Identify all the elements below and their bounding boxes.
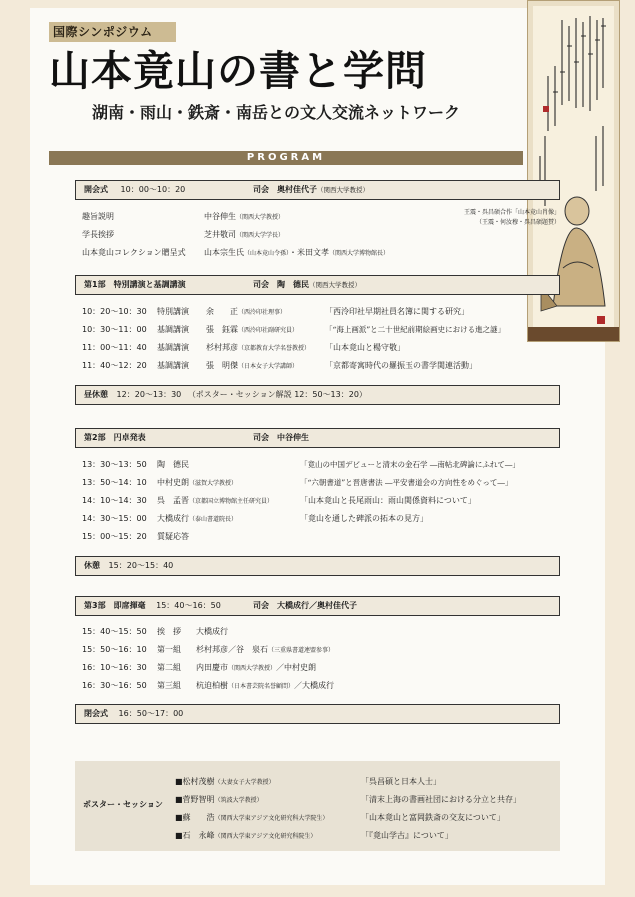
- part2-mc-name: 中谷伸生: [277, 433, 309, 442]
- part3-label: 第3部 即席揮毫: [84, 601, 146, 610]
- list-item: 山本竟山コレクション贈呈式 山本宗生氏（山本竟山令孫）・米田文孝（関西大学博物館長）: [82, 248, 390, 257]
- part3-time: 15：40〜16：50: [156, 601, 221, 610]
- table-row: 10：20〜10：30 特別講演 余 正（西泠印社理事） 「西泠印社早期社員名簿に関する研究」: [82, 307, 469, 316]
- list-item: 趣旨説明 中谷伸生（関西大学教授）: [82, 212, 285, 221]
- closing-box: [75, 704, 560, 724]
- image-credit-line1: 王震・呉昌碩合作「山本竟山肖像」: [463, 209, 560, 216]
- lunch-note: （ポスター・セッション解説 12：50〜13：20）: [187, 390, 367, 399]
- table-row: 10：30〜11：00 基調講演 張 鈺霖（西泠印社副研究員） 「“海上画派”と二十世紀前期絵画史における進之謎」: [82, 325, 506, 334]
- part3-mc-label: 司会: [253, 601, 269, 610]
- table-row: 16：30〜16：50 第三組 杭迫柏樹（日本書芸院名誉顧問）／大橋成行: [82, 681, 335, 690]
- break-box: [75, 556, 560, 576]
- page-subtitle: 湖南・雨山・鉄斎・南岳との文人交流ネットワーク: [92, 103, 461, 122]
- table-row: 15：50〜16：10 第一組 杉村邦彦／谷 泉石（三重県書道連盟参事）: [82, 645, 335, 654]
- opening-mc-label: 司会: [253, 185, 269, 194]
- table-row: 15：00〜15：20 質疑応答: [82, 532, 189, 541]
- list-item: ■松村茂樹（大妻女子大学教授） 「呉昌碩と日本人士」: [175, 777, 441, 786]
- opening-header: [75, 180, 560, 200]
- table-row: 14：30〜15：00 大橋成行（泰山書道院長） 「竟山を通した碑派の拓本の見方」: [82, 514, 428, 523]
- lunch-time: 12：20〜13：30: [116, 390, 182, 399]
- table-row: 15：40〜15：50 挨 拶 大橋成行: [82, 627, 228, 636]
- table-row: 14：10〜14：30 呉 孟晋（京都国立博物館主任研究員） 「山本竟山と長尾雨山：雨山関係資料について」: [82, 496, 476, 505]
- lunch-label: 昼休憩: [84, 390, 108, 399]
- part1-header: [75, 275, 560, 295]
- table-row: 11：40〜12：20 基調講演 張 明傑（日本女子大学講師） 「京都寄寓時代の羅振玉の書学関連活動」: [82, 361, 477, 370]
- list-item: ■菅野智明（筑波大学教授） 「清末上海の書画社団における分立と共存」: [175, 795, 521, 804]
- part3-header: [75, 596, 560, 616]
- part2-header: [75, 428, 560, 448]
- opening-mc-aff: （関西大学教授）: [317, 186, 369, 194]
- poster-session-panel: [75, 761, 560, 851]
- part3-mc-name: 大橋成行／奥村佳代子: [277, 601, 357, 610]
- program-bar: PROGRAM: [49, 151, 523, 165]
- break-label: 休憩: [84, 561, 100, 570]
- table-row: 13：30〜13：50 陶 德民 「竟山の中国デビューと清末の金石学 ―南帖北碑論にふれて―」: [82, 460, 520, 469]
- part2-label: 第2部 円卓発表: [84, 433, 146, 442]
- break-time: 15：20〜15：40: [108, 561, 174, 570]
- poster-session-label: ポスター・セッション: [83, 800, 163, 809]
- closing-time: 16：50〜17：00: [118, 709, 184, 718]
- page-title: 山本竟山の書と学問: [49, 47, 427, 95]
- list-item: ■蘇 浩（関西大学東アジア文化研究科大学院生） 「山本竟山と富岡鉄斎の交友について」: [175, 813, 505, 822]
- part1-mc-name: 陶 德民: [277, 280, 309, 289]
- image-credit-line2: （王震・何汝穆・呉昌碩題賛）: [475, 219, 560, 226]
- list-item: 学長挨拶 芝井敬司（関西大学学長）: [82, 230, 285, 239]
- table-row: 16：10〜16：30 第二組 内田慶市（関西大学教授）／中村史朗: [82, 663, 317, 672]
- closing-label: 閉会式: [84, 709, 108, 718]
- opening-time: 10：00〜10：20: [120, 185, 186, 194]
- image-credit: [410, 208, 560, 228]
- part1-mc-label: 司会: [253, 280, 269, 289]
- opening-label: 開会式: [84, 185, 108, 194]
- symposium-badge: 国際シンポジウム: [49, 22, 176, 42]
- list-item: ■石 永峰（関西大学東アジア文化研究科院生） 「『竟山学古』について」: [175, 831, 453, 840]
- part1-mc-aff: （関西大学教授）: [309, 281, 361, 289]
- table-row: 13：50〜14：10 中村史朗（滋賀大学教授） 「“六朝書道”と晋唐書法 ―平安書道会の方向性をめぐって―」: [82, 478, 513, 487]
- table-row: 11：00〜11：40 基調講演 杉村邦彦（京都教育大学名誉教授） 「山本竟山と楊守敬」: [82, 343, 405, 352]
- opening-mc-name: 奥村佳代子: [277, 185, 317, 194]
- lunch-box: [75, 385, 560, 405]
- part2-mc-label: 司会: [253, 433, 269, 442]
- part1-label: 第1部 特別講演と基調講演: [84, 280, 186, 289]
